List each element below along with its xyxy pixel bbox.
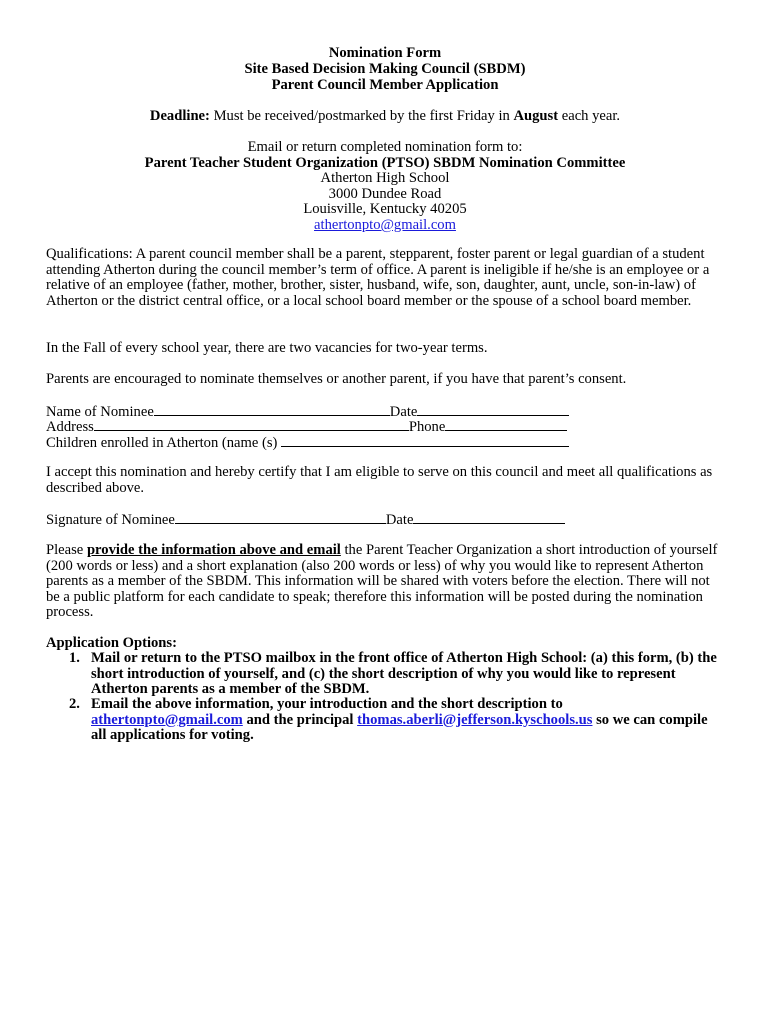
option-2-text-b: and the principal (242, 711, 358, 728)
children-row (46, 434, 569, 451)
form-subtitle: Site Based Decision Making Council (SBDM) (244, 61, 526, 77)
accept-paragraph: I accept this nomination and hereby certify that I am eligible to serve on this council and meet all qualifications as described above. (46, 464, 713, 496)
option-2-email-pto[interactable]: athertonpto@gmail.com (91, 711, 243, 728)
address-row (46, 418, 567, 435)
children-field[interactable] (281, 434, 569, 447)
contact-street: 3000 Dundee Road (328, 186, 442, 202)
deadline-month: August (513, 108, 559, 124)
signature-row (46, 511, 565, 528)
option-2 (69, 696, 723, 744)
deadline-label: Deadline: (149, 108, 210, 124)
encourage-paragraph: Parents are encouraged to nominate themselves or another parent, if you have that parent’s consent. (46, 371, 627, 387)
name-of-nominee-field[interactable] (154, 403, 390, 416)
form-subtitle-2: Parent Council Member Application (271, 77, 499, 93)
phone-label: Phone (408, 419, 446, 435)
option-1-text: Mail or return to the PTSO mailbox in the front office of Atherton High School: (a) this form, (b) the short introduction of yourself, and (c) the short description of why you would like to represent Atherton parents as a member of the SBDM. (91, 650, 717, 698)
contact-email-link[interactable]: athertonpto@gmail.com (314, 217, 456, 233)
please-rest: the Parent Teacher Organization a short introduction of yourself (200 words or less) and a short explanation (also 200 words or less) of why you would like to represent Atherton parents as a member of the SBDM. This information will be shared with voters before the election. There will not be a public platform for each candidate to speak; therefore this information will be posted during the nomination process. (46, 542, 718, 621)
name-of-nominee-label: Name of Nominee (46, 404, 154, 420)
deadline-text: Must be received/postmarked by the first Friday in (213, 108, 510, 124)
children-label: Children enrolled in Atherton (name (s) (46, 435, 278, 451)
contact-email-row (0, 217, 770, 233)
signature-field[interactable] (175, 511, 386, 524)
please-emphasis: provide the information above and email (86, 542, 341, 558)
please-text: Please (46, 542, 87, 558)
signature-date-field[interactable] (413, 511, 565, 524)
option-2-number: 2. (69, 696, 80, 712)
application-options-heading: Application Options: (46, 635, 177, 651)
form-title: Nomination Form (328, 45, 442, 61)
contact-school: Atherton High School (320, 170, 450, 186)
contact-intro: Email or return completed nomination form to: (247, 139, 523, 155)
deadline-line (0, 108, 770, 124)
phone-field[interactable] (445, 418, 567, 431)
vacancies-paragraph: In the Fall of every school year, there are two vacancies for two-year terms. (46, 340, 488, 356)
date-label: Date (389, 404, 418, 420)
address-label: Address (46, 419, 94, 435)
date-field[interactable] (417, 403, 569, 416)
option-2-text-c: so we can compile all applications for voting. (91, 711, 708, 744)
contact-city: Louisville, Kentucky 40205 (303, 201, 467, 217)
please-paragraph (46, 543, 726, 621)
qualifications-paragraph: Qualifications: A parent council member shall be a parent, stepparent, foster parent or legal guardian of a student attending Atherton during the council member’s term of office. A parent is ineligible if he/she is an employee or a relative of an employee (father, mother, brother, sister, husband, wife, son, daughter, aunt, uncle, son-in-law) of Atherton or the district central office, or a local school board member or the spouse of a school board member. (46, 246, 710, 309)
option-2-email-principal[interactable]: thomas.aberli@jefferson.kyschools.us (357, 711, 593, 728)
contact-org: Parent Teacher Student Organization (PTSO) SBDM Nomination Committee (144, 155, 626, 171)
option-2-text: Email the above information, your introduction and the short description to (91, 696, 563, 712)
deadline-text-after: each year. (561, 108, 621, 124)
address-field[interactable] (94, 418, 409, 431)
signature-label: Signature of Nominee (46, 512, 175, 528)
signature-date-label: Date (385, 512, 414, 528)
option-1-number: 1. (69, 650, 80, 666)
option-1 (69, 650, 723, 698)
